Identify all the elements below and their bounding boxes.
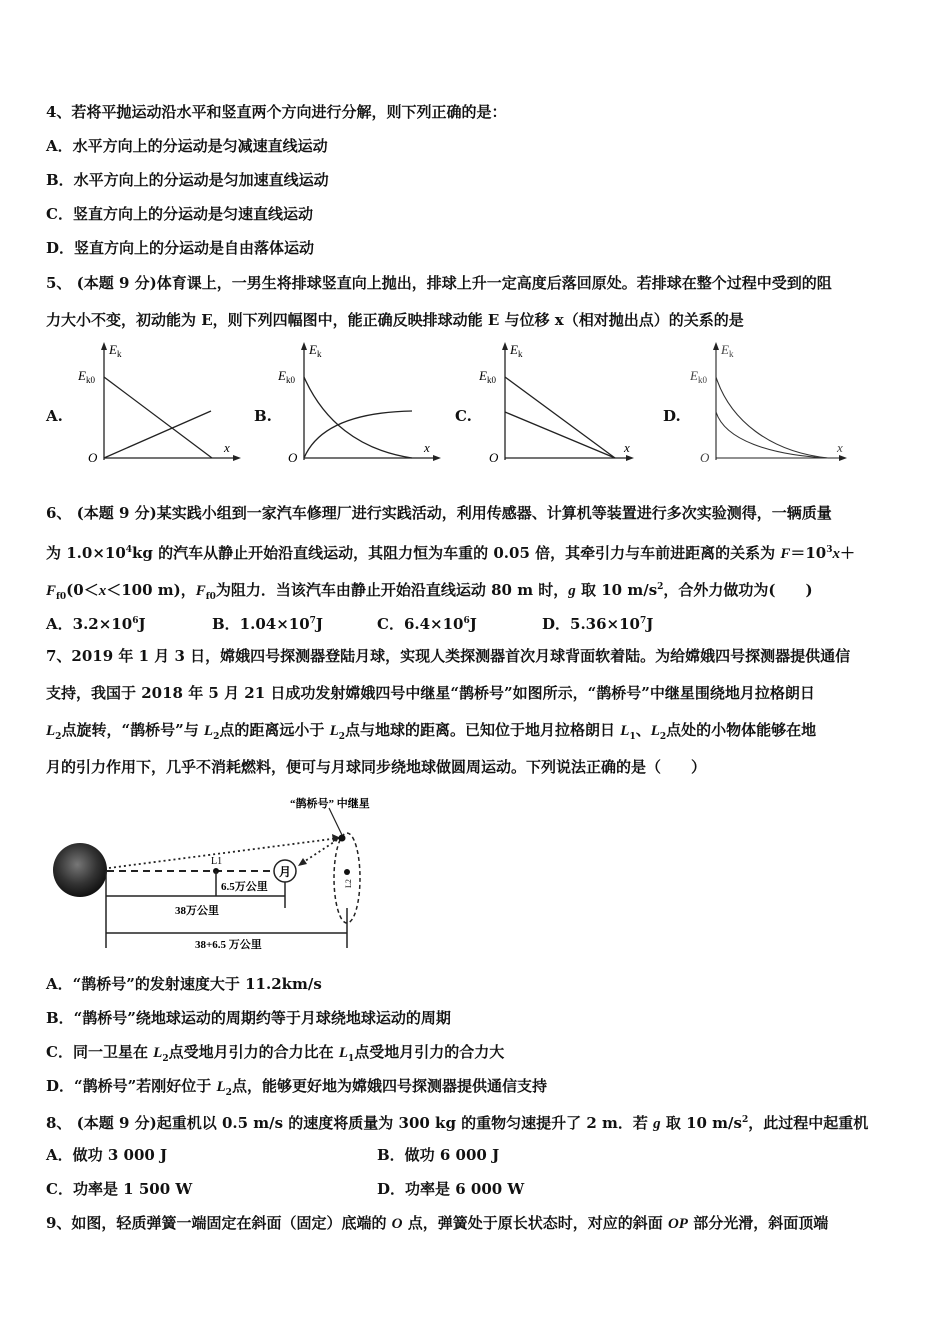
svg-text:O: O	[489, 450, 499, 465]
lagrange-diagram	[45, 790, 405, 955]
svg-text:Ek: $E_k$	[309, 342, 322, 359]
q8-option-a: A．做功 3 000 J	[46, 1146, 168, 1164]
svg-text:x: x	[624, 440, 630, 455]
svg-text:6.5万公里: 6.5万公里	[221, 881, 268, 893]
svg-text:O: O	[700, 450, 710, 465]
q7-stem-line3: $L_2$点旋转，“鹊桥号”与 $L_2$点的距离远小于 $L_2$点与地球的距离。已知位于地月拉格朗日 $L_1$、$L_2$点处的小物体能够在地	[46, 721, 817, 742]
q7-option-b: B．“鹊桥号”绕地球运动的周期约等于月球绕地球运动的周期	[46, 1009, 451, 1027]
graph-b-label: B.	[254, 407, 272, 425]
graph-b	[278, 340, 443, 465]
svg-text:Ek0: $E_{k0}$	[690, 368, 707, 385]
svg-text:月: 月	[279, 865, 292, 879]
svg-text:Ek: $E_k$	[109, 342, 122, 359]
svg-text:Ek0: $E_{k0}$	[278, 368, 295, 385]
svg-text:Ek0: $E_{k0}$	[479, 368, 496, 385]
svg-text:O: O	[88, 450, 98, 465]
earth-icon	[53, 843, 107, 897]
q4-option-a: A．水平方向上的分运动是匀减速直线运动	[46, 137, 328, 155]
q7-option-c: C．同一卫星在 $L_2$点受地月引力的合力比在 $L_1$点受地月引力的合力大	[46, 1043, 505, 1064]
q6-stem-line3: $F_{f0}(0<x<100$ m)，$F_{f0}$为阻力．当该汽车由静止开始沿直线运动 80 m 时，g 取 10 $m/s^2$，合外力做功为( )	[46, 581, 813, 602]
q8-stem: 8、 (本题 9 分)起重机以 0.5 m/s 的速度将质量为 300 kg 的重物匀速提升了 2 m．若 g 取 10 $m/s^2$，此过程中起重机	[46, 1114, 869, 1132]
svg-text:38+6.5 万公里: 38+6.5 万公里	[195, 939, 262, 951]
graph-a-label: A.	[46, 407, 63, 425]
svg-text:L2: L2	[344, 879, 353, 888]
q4-stem: 4、若将平抛运动沿水平和竖直两个方向进行分解，则下列正确的是：	[46, 103, 507, 121]
svg-text:Ek: $E_k$	[721, 342, 734, 359]
q6-stem-line1: 6、 (本题 9 分)某实践小组到一家汽车修理厂进行实践活动，利用传感器、计算机等装置进行多次实验测得，一辆质量	[46, 504, 832, 522]
q7-option-d: D．“鹊桥号”若刚好位于 $L_2$点，能够更好地为嫦娥四号探测器提供通信支持	[46, 1077, 547, 1098]
q7-stem-line1: 7、2019 年 1 月 3 日，嫦娥四号探测器登陆月球，实现人类探测器首次月球背面软着陆。为给嫦娥四号探测器提供通信	[46, 647, 851, 665]
q8-option-d: D．功率是 6 000 W	[377, 1180, 525, 1198]
q4-option-d: D．竖直方向上的分运动是自由落体运动	[46, 239, 315, 257]
svg-text:L1: L1	[211, 856, 223, 867]
graph-d	[690, 340, 855, 465]
q7-stem-line2: 支持，我国于 2018 年 5 月 21 日成功发射嫦娥四号中继星“鹊桥号”如图所示，“鹊桥号”中继星围绕地月拉格朗日	[46, 684, 815, 702]
satellite-icon	[339, 835, 346, 842]
q5-stem-line2: 力大小不变，初动能为 E，则下列四幅图中，能正确反映排球动能 E 与位移 x（相对抛出点）的关系的是	[46, 311, 744, 329]
q7-option-a: A．“鹊桥号”的发射速度大于 11.2km/s	[46, 975, 322, 993]
q4-option-c: C．竖直方向上的分运动是匀速直线运动	[46, 205, 313, 223]
q6-stem-line2: 为 $1.0\times 10^4kg$ 的汽车从静止开始沿直线运动，其阻力恒为车重的 0.05 倍，其牵引力与车前进距离的关系为 $F=10^3x+$	[46, 544, 856, 562]
q4-option-b: B．水平方向上的分运动是匀加速直线运动	[46, 171, 329, 189]
svg-text:x: x	[424, 440, 430, 455]
q6-option-a: A．$3.2\times 10^6J$	[46, 615, 146, 633]
q6-option-b: B．$1.04\times 10^7J$	[212, 615, 324, 633]
q7-stem-line4: 月的引力作用下，几乎不消耗燃料，便可与月球同步绕地球做圆周运动。下列说法正确的是（ ）	[46, 758, 707, 776]
q8-option-c: C．功率是 1 500 W	[46, 1180, 193, 1198]
svg-text:O: O	[288, 450, 298, 465]
graph-c	[479, 340, 644, 465]
q5-stem-line1: 5、 (本题 9 分)体育课上，一男生将排球竖直向上抛出，排球上升一定高度后落回原处。若排球在整个过程中受到的阻	[46, 274, 832, 292]
q9-stem: 9、如图，轻质弹簧一端固定在斜面（固定）底端的 O 点，弹簧处于原长状态时，对应的斜面 OP 部分光滑，斜面顶端	[46, 1214, 829, 1232]
svg-text:x: x	[837, 440, 843, 455]
q6-option-c: C．$6.4\times 10^6J$	[377, 615, 477, 633]
svg-text:38万公里: 38万公里	[175, 905, 219, 917]
svg-text:“鹊桥号” 中继星: “鹊桥号” 中继星	[290, 798, 370, 810]
svg-text:Ek: $E_k$	[510, 342, 523, 359]
svg-text:Ek0: $E_{k0}$	[78, 368, 95, 385]
q6-option-d: D．$5.36\times 10^7J$	[542, 615, 654, 633]
q8-option-b: B．做功 6 000 J	[377, 1146, 500, 1164]
graph-a	[78, 340, 243, 465]
svg-text:x: x	[224, 440, 230, 455]
graph-d-label: D.	[663, 407, 681, 425]
graph-c-label: C.	[455, 407, 472, 425]
